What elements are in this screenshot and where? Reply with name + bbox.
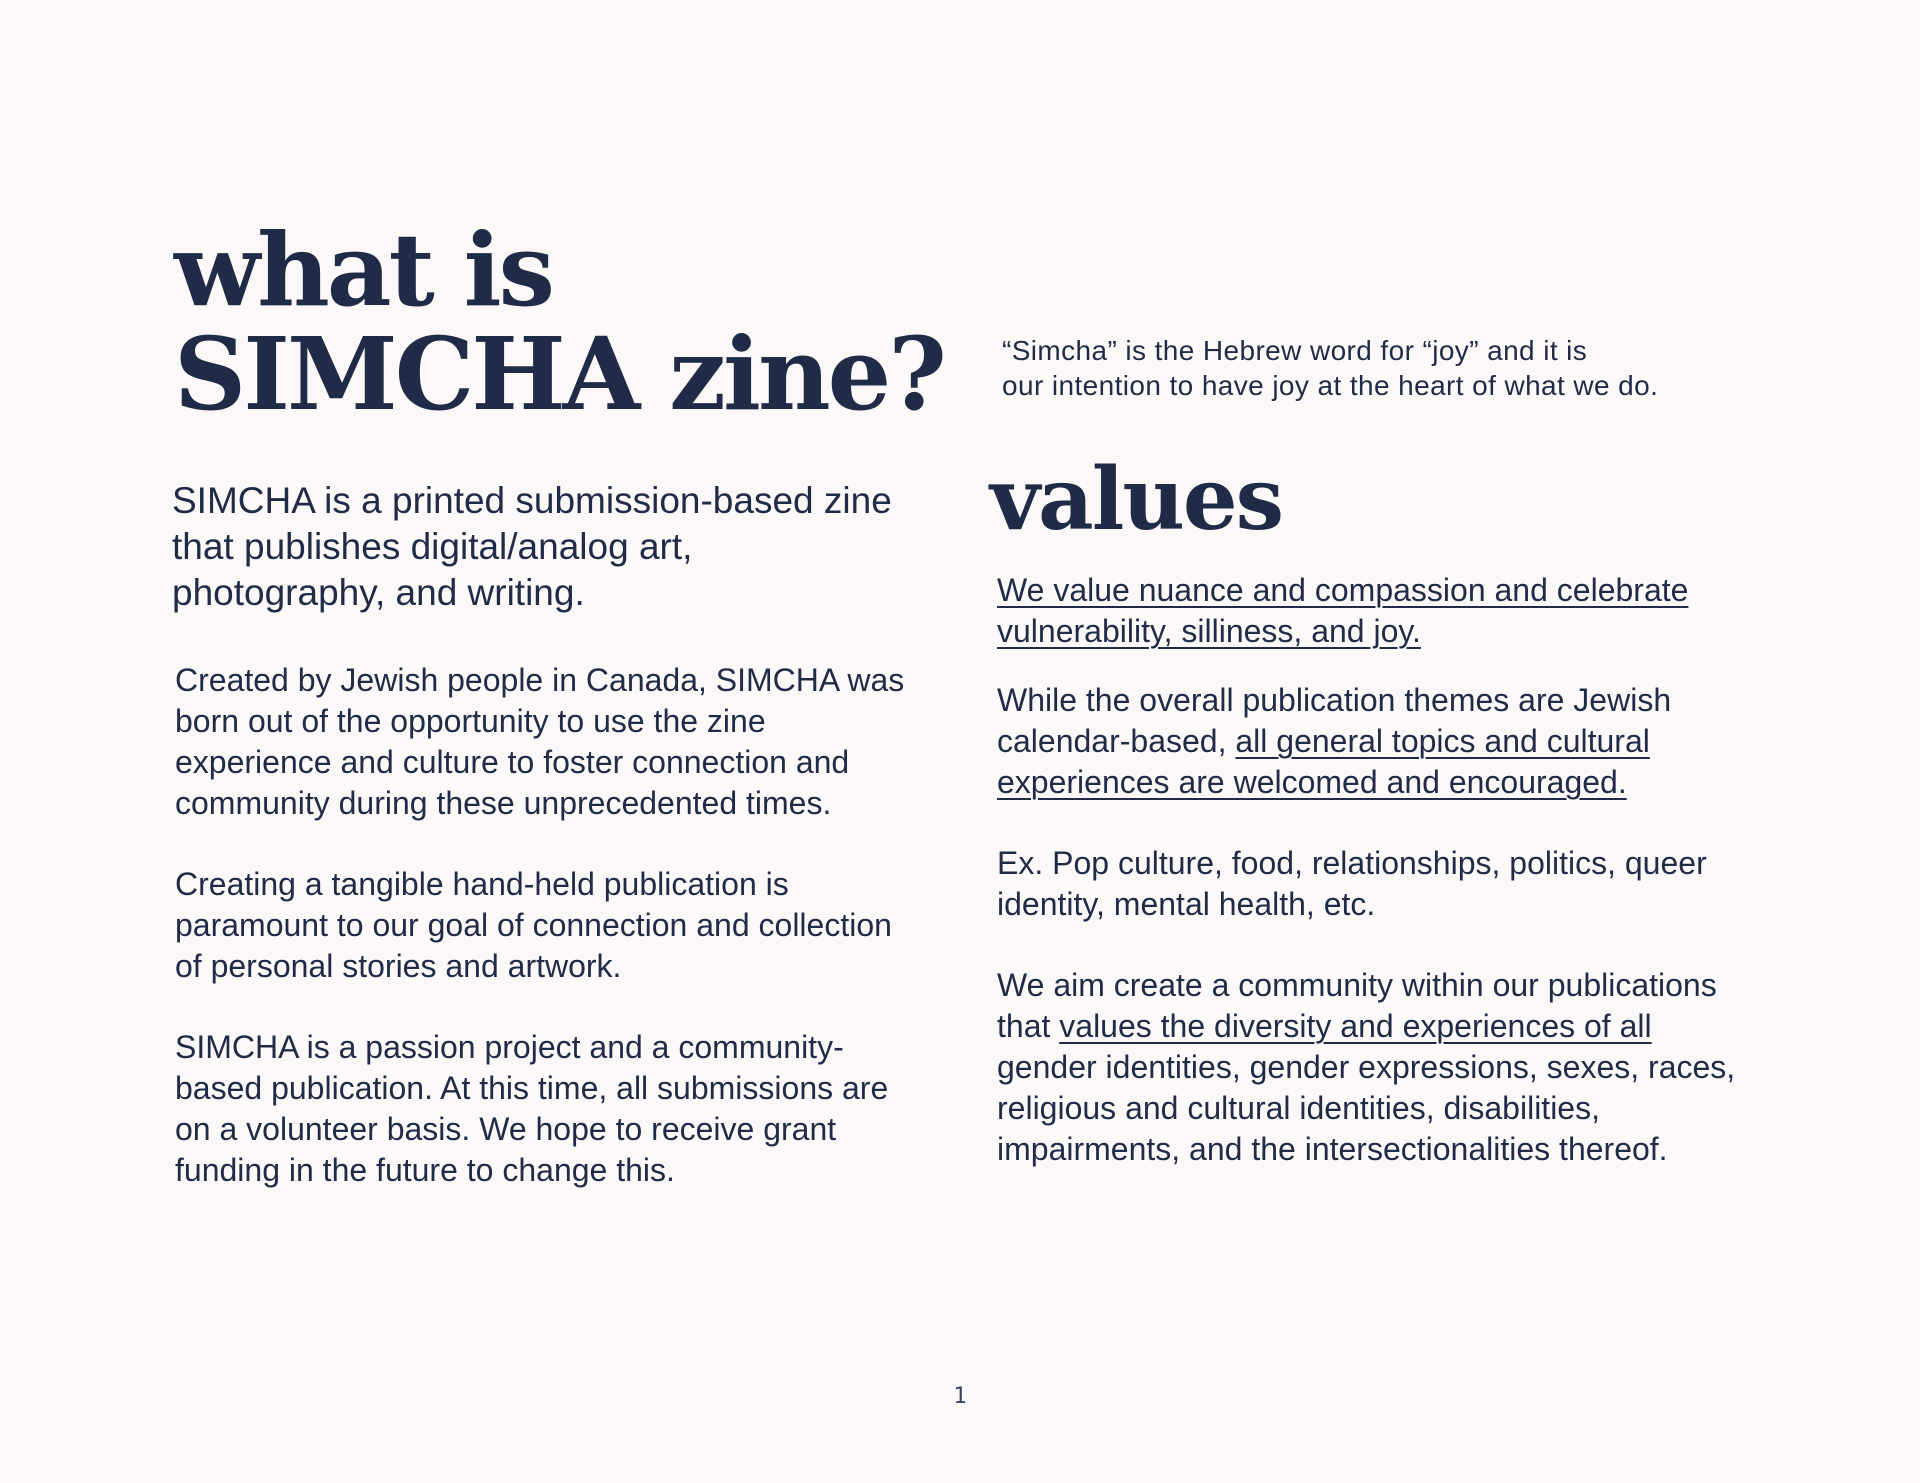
about-paragraph-1: Created by Jewish people in Canada, SIMCHA was born out of the opportunity to use the zine experience and culture to foster connection and community during these unprecedented times. [175,662,905,821]
values-statement-underlined: We value nuance and compassion and celebrate vulnerability, silliness, and joy. [997,572,1689,649]
values-p2-text: While the overall publication themes are Jewish calendar-based, [997,682,1672,759]
page-title [174,211,944,433]
values-column [997,570,1757,1170]
values-p4-text-start: We aim create a community within our publications that [997,967,1717,1044]
title-line-2: SIMCHA zine? [174,315,944,433]
intro-quote [1002,333,1762,403]
values-paragraph-1 [997,570,1757,652]
values-paragraph-3: Ex. Pop culture, food, relationships, politics, queer identity, mental health, etc. [997,845,1707,922]
values-p4-underlined: values the diversity and experiences of all [1059,1008,1652,1044]
values-heading: values [990,449,1283,550]
page-number: 1 [953,1384,967,1409]
intro-line-1: “Simcha” is the Hebrew word for “joy” and it is [1002,335,1588,366]
about-column [175,660,915,1191]
title-line-1: what is [174,211,552,329]
values-p2-underlined: all general topics and cultural experiences are welcomed and encouraged. [997,723,1650,800]
about-paragraph-2: Creating a tangible hand-held publication is paramount to our goal of connection and collection of personal stories and artwork. [175,866,892,984]
lead-paragraph: SIMCHA is a printed submission-based zine that publishes digital/analog art, photography, and writing. [172,480,892,613]
values-p4-text-end: gender identities, gender expressions, sexes, races, religious and cultural identities, disabilities, impairments, and the intersectionalities thereof. [997,1049,1736,1167]
intro-line-2: our intention to have joy at the heart of what we do. [1002,370,1659,401]
values-paragraph-4 [997,965,1757,1170]
about-paragraph-3: SIMCHA is a passion project and a community-based publication. At this time, all submissions are on a volunteer basis. We hope to receive grant funding in the future to change this. [175,1029,889,1188]
values-paragraph-2 [997,680,1757,803]
